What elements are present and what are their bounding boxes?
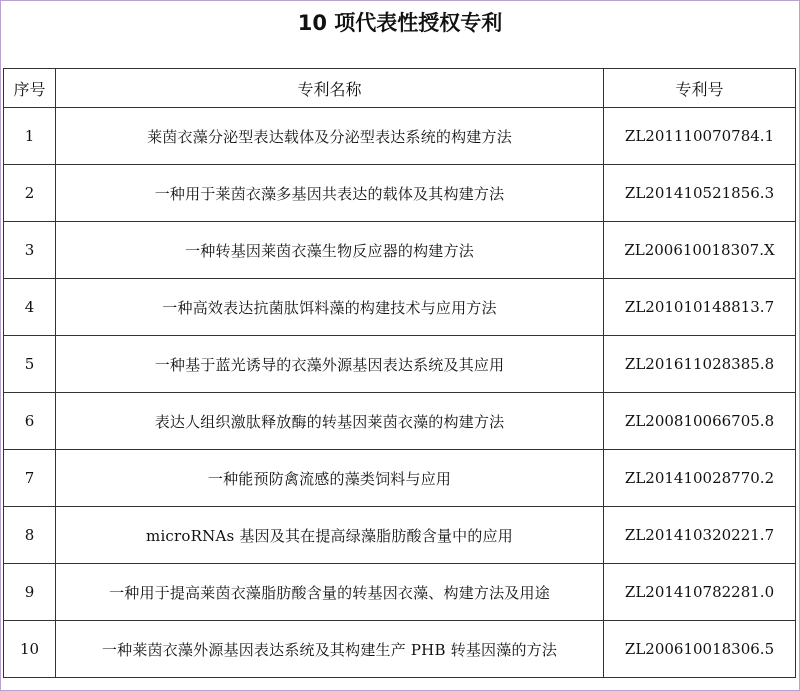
table-header-row: [4, 69, 796, 108]
patent-id: ZL201010148813.7: [604, 279, 796, 336]
header-number: 序号: [4, 69, 56, 108]
page-title: 10 项代表性授权专利: [297, 11, 503, 35]
table-row: [4, 564, 796, 621]
patent-name: 一种基于蓝光诱导的衣藻外源基因表达系统及其应用: [56, 336, 604, 393]
patent-id: ZL201410521856.3: [604, 165, 796, 222]
patent-name: 一种莱茵衣藻外源基因表达系统及其构建生产 PHB 转基因藻的方法: [56, 621, 604, 678]
header-patent-name: 专利名称: [56, 69, 604, 108]
row-number: 1: [4, 108, 56, 165]
row-number: 4: [4, 279, 56, 336]
row-number: 10: [4, 621, 56, 678]
table-row: [4, 393, 796, 450]
table-row: [4, 222, 796, 279]
patent-name: 一种用于莱茵衣藻多基因共表达的载体及其构建方法: [56, 165, 604, 222]
row-number: 2: [4, 165, 56, 222]
patent-id: ZL201410782281.0: [604, 564, 796, 621]
patent-id: ZL200810066705.8: [604, 393, 796, 450]
patent-id: ZL200610018307.X: [604, 222, 796, 279]
table-row: [4, 336, 796, 393]
row-number: 5: [4, 336, 56, 393]
patent-id: ZL201410320221.7: [604, 507, 796, 564]
patent-id: ZL200610018306.5: [604, 621, 796, 678]
patent-name: 一种高效表达抗菌肽饵料藻的构建技术与应用方法: [56, 279, 604, 336]
table-row: [4, 279, 796, 336]
table-row: [4, 507, 796, 564]
patent-id: ZL201611028385.8: [604, 336, 796, 393]
row-number: 9: [4, 564, 56, 621]
table-row: [4, 108, 796, 165]
row-number: 7: [4, 450, 56, 507]
patent-name: 一种用于提高莱茵衣藻脂肪酸含量的转基因衣藻、构建方法及用途: [56, 564, 604, 621]
patent-name: 一种能预防禽流感的藻类饲料与应用: [56, 450, 604, 507]
patent-name: microRNAs 基因及其在提高绿藻脂肪酸含量中的应用: [56, 507, 604, 564]
patent-name: 一种转基因莱茵衣藻生物反应器的构建方法: [56, 222, 604, 279]
patent-table: [3, 68, 796, 678]
table-row: [4, 621, 796, 678]
patent-id: ZL201410028770.2: [604, 450, 796, 507]
table-row: [4, 450, 796, 507]
row-number: 3: [4, 222, 56, 279]
patent-name: 莱茵衣藻分泌型表达载体及分泌型表达系统的构建方法: [56, 108, 604, 165]
table-row: [4, 165, 796, 222]
patent-id: ZL201110070784.1: [604, 108, 796, 165]
row-number: 8: [4, 507, 56, 564]
patent-name: 表达人组织激肽释放酶的转基因莱茵衣藻的构建方法: [56, 393, 604, 450]
row-number: 6: [4, 393, 56, 450]
header-patent-id: 专利号: [604, 69, 796, 108]
